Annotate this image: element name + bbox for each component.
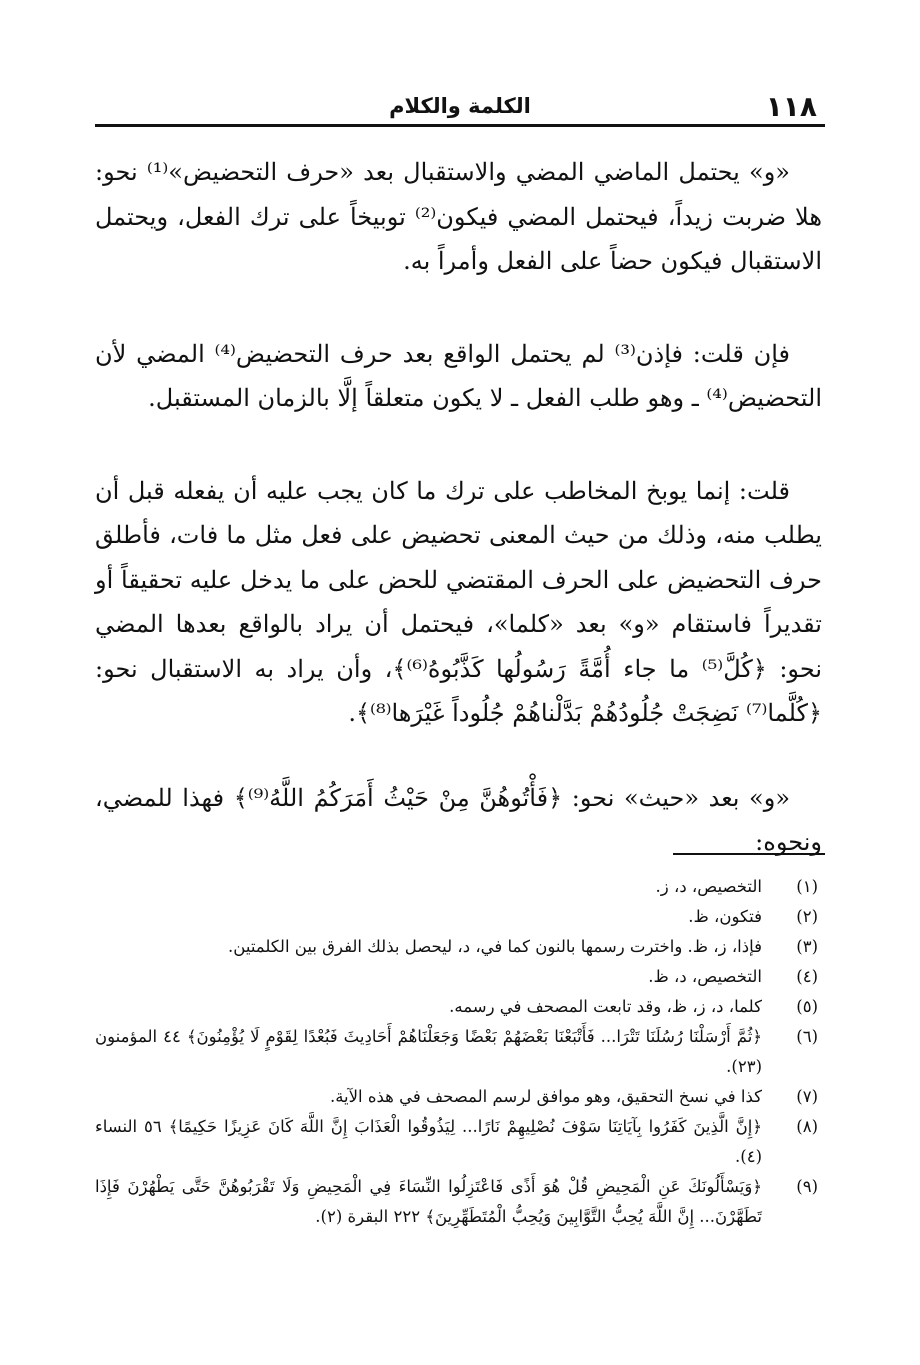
footnote-text: التخصيص، د، ظ.: [648, 967, 762, 986]
footnote-number: (٤): [796, 967, 818, 986]
footnote-number: (٦): [796, 1027, 818, 1046]
main-text: [95, 150, 822, 913]
footnote-text: كذا في نسخ التحقيق، وهو موافق لرسم المصحف في هذه الآية.: [329, 1087, 762, 1106]
paragraph-2: فإن قلت: فإذن⁽³⁾ لم يحتمل الواقع بعد حرف التحضيض⁽⁴⁾ المضي لأن التحضيض⁽⁴⁾ ـ وهو طلب الفعل ـ لا يكون متعلقاً إلَّا بالزمان المستقبل.: [95, 339, 822, 412]
paragraph-4: «و» بعد «حيث» نحو: ﴿فَأْتُوهُنَّ مِنْ حَيْثُ أَمَرَكُمُ اللَّهُ⁽⁹⁾﴾ فهذا للمضي، ونحوه:: [95, 783, 822, 856]
footnote: [95, 1082, 822, 1112]
footnote-number: (٨): [796, 1117, 818, 1136]
footnote-text: فإذا، ز، ظ. واخترت رسمها بالنون كما في، د، ليحصل بذلك الفرق بين الكلمتين.: [228, 937, 762, 956]
footnote: [95, 932, 822, 962]
footnote-number: (٩): [796, 1177, 818, 1196]
footnote-number: (٥): [796, 997, 818, 1016]
footnote: [95, 962, 822, 992]
footnote-number: (٣): [796, 937, 818, 956]
footnote: [95, 1172, 822, 1232]
footnote-text: ﴿إِنَّ الَّذِينَ كَفَرُوا بِآيَاتِنَا سَوْفَ نُصْلِيهِمْ نَارًا... لِيَذُوقُوا الْعَذَابَ إِنَّ اللَّهَ كَانَ عَزِيزًا حَكِيمًا﴾ ٥٦ النساء (٤).: [95, 1117, 762, 1166]
footnote-number: (٢): [796, 907, 818, 926]
paragraph-1: «و» يحتمل الماضي المضي والاستقبال بعد «حرف التحضيض»⁽¹⁾ نحو: هلا ضربت زيداً، فيحتمل المضي فيكون⁽²⁾ توبيخاً على ترك الفعل، ويحتمل الاستقبال فيكون حضاً على الفعل وأمراً به.: [95, 158, 823, 275]
footnotes: [95, 872, 822, 1232]
footnote-text: كلما، د، ز، ظ، وقد تابعت المصحف في رسمه.: [449, 997, 762, 1016]
running-title: الكلمة والكلام: [389, 94, 531, 118]
footnote-text: فتكون، ظ.: [688, 907, 762, 926]
footnote: [95, 902, 822, 932]
footnote-text: ﴿ثُمَّ أَرْسَلْنَا رُسُلَنَا تَتْرَا... فَأَتْبَعْنَا بَعْضَهُمْ بَعْضًا وَجَعَلْنَاهُمْ أَحَادِيثَ فَبُعْدًا لِقَوْمٍ لَا يُؤْمِنُونَ﴾ ٤٤ المؤمنون (٢٣).: [95, 1027, 762, 1076]
footnote-text: ﴿وَيَسْأَلُونَكَ عَنِ الْمَحِيضِ قُلْ هُوَ أَذًى فَاعْتَزِلُوا النِّسَاءَ فِي الْمَحِيضِ وَلَا تَقْرَبُوهُنَّ حَتَّى يَطْهُرْنَ فَإِذَا تَطَهَّرْنَ... إِنَّ اللَّهَ يُحِبُّ التَّوَّابِينَ وَيُحِبُّ الْمُتَطَهِّرِينَ﴾ ٢٢٢ البقرة (٢).: [95, 1177, 762, 1226]
footnote-number: (١): [796, 877, 818, 896]
footnote-number: (٧): [796, 1087, 818, 1106]
footnote: [95, 1022, 822, 1082]
footnote: [95, 992, 822, 1022]
footnote-separator: [673, 853, 825, 855]
paragraph-3: قلت: إنما يوبخ المخاطب على ترك ما كان يجب عليه أن يفعله قبل أن يطلب منه، وذلك من حيث المعنى تحضيض على فعل مثل ما فات، فأطلق حرف التحضيض على الحرف المقتضي للحض على ما يدخل عليه تحقيقاً أو تقديراً فاستقام «و» بعد «كلما»، فيحتمل أن يراد بالواقع بعدها المضي نحو: ﴿كُلَّ⁽⁵⁾ ما جاء أُمَّةً رَسُولُها كَذَّبُوهُ⁽⁶⁾﴾، وأن يراد به الاستقبال نحو: ﴿كُلَّما⁽⁷⁾ نَضِجَتْ جُلُودُهُمْ بَدَّلْناهُمْ جُلُوداً غَيْرَها⁽⁸⁾﴾.: [95, 476, 822, 727]
page-header: [95, 88, 825, 127]
page-number: ١١٨: [765, 90, 817, 123]
footnote-text: التخصيص، د، ز.: [655, 877, 762, 896]
footnote: [95, 872, 822, 902]
footnote: [95, 1112, 822, 1172]
